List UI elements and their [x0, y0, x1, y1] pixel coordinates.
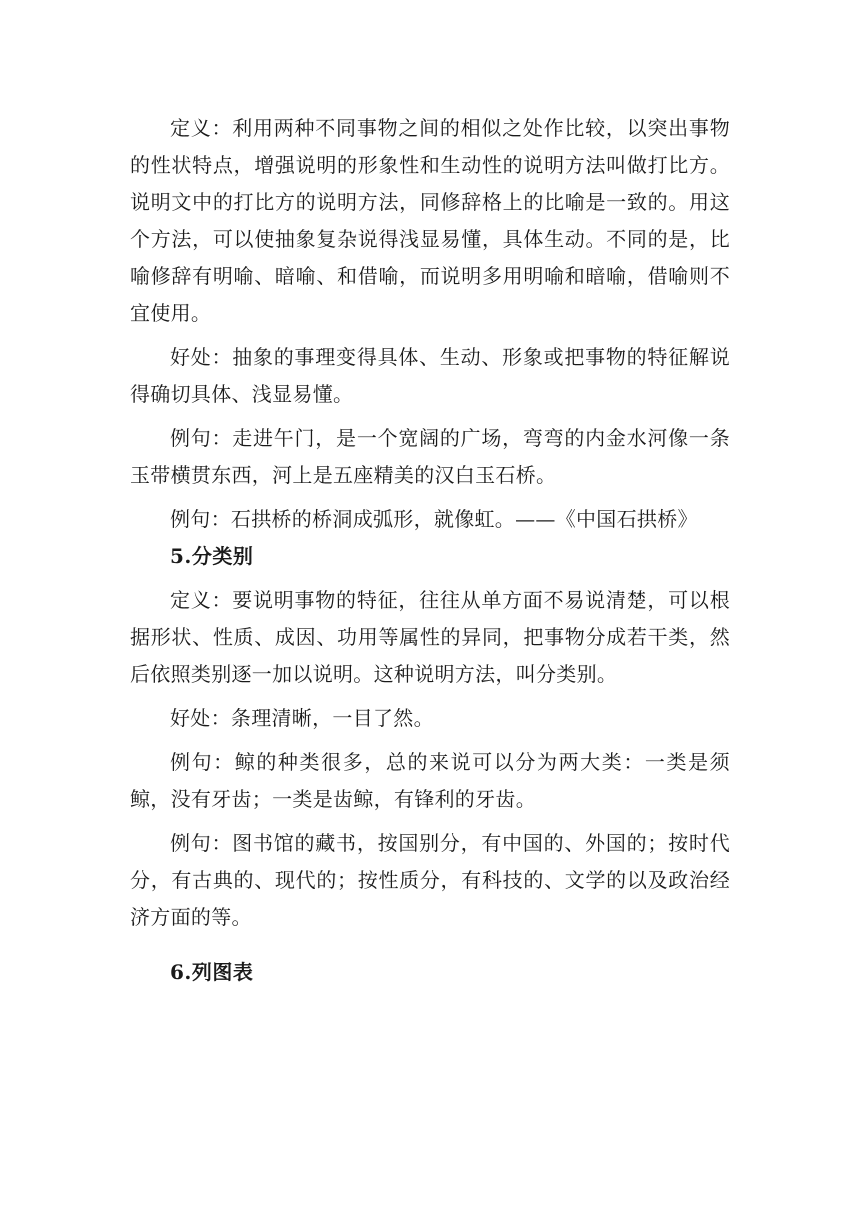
- simile-benefit: 好处：抽象的事理变得具体、生动、形象或把事物的特征解说得确切具体、浅显易懂。: [130, 345, 730, 406]
- document-page: [130, 110, 730, 991]
- simile-example-1: 例句：走进午门，是一个宽阔的广场，弯弯的内金水河像一条玉带横贯东西，河上是五座精美的汉白玉石桥。: [130, 426, 730, 487]
- section-heading-charts: 6.列图表: [170, 960, 254, 984]
- classification-definition: 定义：要说明事物的特征，往往从单方面不易说清楚，可以根据形状、性质、成因、功用等属性的异同，把事物分成若干类，然后依照类别逐一加以说明。这种说明方法，叫分类别。: [130, 588, 730, 686]
- classification-example-2: 例句：图书馆的藏书，按国别分，有中国的、外国的；按时代分，有古典的、现代的；按性质分，有科技的、文学的以及政治经济方面的等。: [130, 831, 730, 929]
- classification-example-1: 例句：鲸的种类很多，总的来说可以分为两大类：一类是须鲸，没有牙齿；一类是齿鲸，有锋利的牙齿。: [130, 750, 730, 811]
- simile-definition: 定义：利用两种不同事物之间的相似之处作比较，以突出事物的性状特点，增强说明的形象性和生动性的说明方法叫做打比方。说明文中的打比方的说明方法，同修辞格上的比喻是一致的。用这个方法，可以使抽象复杂说得浅显易懂，具体生动。不同的是，比喻修辞有明喻、暗喻、和借喻，而说明多用明喻和暗喻，借喻则不宜使用。: [130, 116, 730, 325]
- section-heading-classification: 5.分类别: [170, 544, 254, 568]
- simile-example-2: 例句：石拱桥的桥洞成弧形，就像虹。——《中国石拱桥》: [170, 507, 698, 531]
- classification-benefit: 好处：条理清晰，一目了然。: [170, 706, 434, 730]
